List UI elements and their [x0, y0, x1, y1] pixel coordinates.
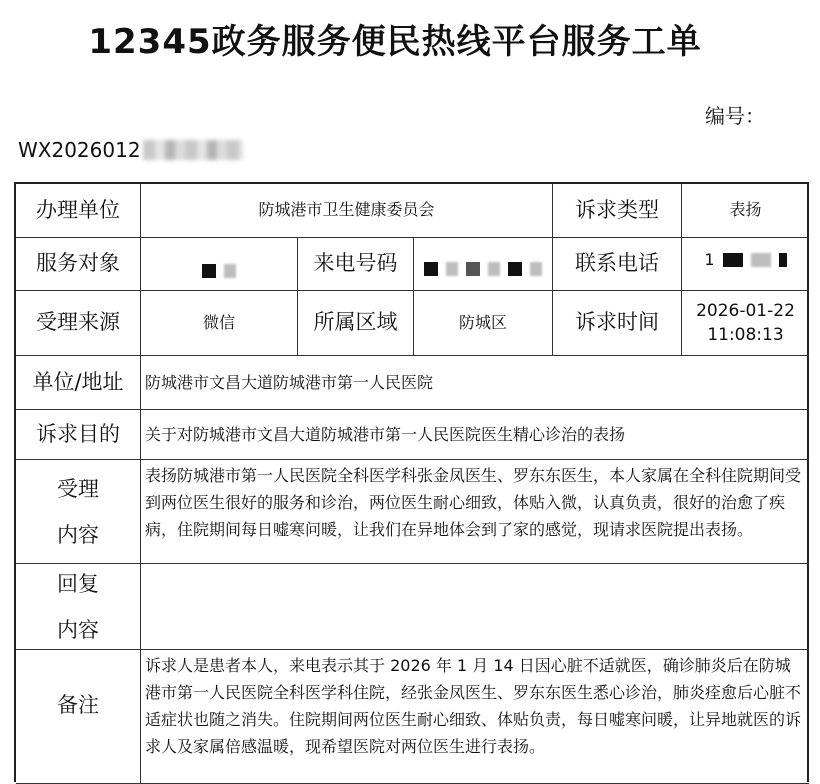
page-title: 12345政务服务便民热线平台服务工单: [88, 22, 702, 62]
reply-label-line1: 回复: [57, 571, 99, 596]
time-value: [682, 291, 809, 356]
work-order-number: [18, 138, 243, 162]
contact-prefix: 1: [704, 249, 715, 269]
number-label: 编号：: [705, 104, 765, 128]
type-value: 表扬: [682, 184, 809, 238]
address-value: 防城港市文昌大道防城港市第一人民医院: [141, 356, 809, 410]
phone-value: [414, 238, 553, 291]
redacted-contact-mask: [723, 253, 743, 267]
address-label: 单位/地址: [16, 356, 141, 410]
source-label: 受理来源: [16, 291, 141, 356]
unit-label: 办理单位: [16, 184, 141, 238]
source-value: 微信: [141, 291, 298, 356]
content-value: 表扬防城港市第一人民医院全科医学科张金凤医生、罗东东医生，本人家属在全科住院期间受到两位医生很好的服务和诊治，两位医生耐心细致，体贴入微，认真负责，很好的治愈了疾病，住院期间每日嘘寒问暖，让我们在异地体会到了家的感觉，现请求医院提出表扬。: [141, 460, 809, 564]
time-date: 2026-01-22: [696, 301, 795, 321]
time-clock: 11:08:13: [707, 325, 784, 345]
content-label: [16, 460, 141, 564]
target-label: 服务对象: [16, 238, 141, 291]
content-label-line2: 内容: [57, 522, 99, 547]
reply-label-line2: 内容: [57, 617, 99, 642]
phone-label: 来电号码: [298, 238, 414, 291]
redacted-target-mask: [202, 264, 236, 278]
remark-value: 诉求人是患者本人，来电表示其于 2026 年 1 月 14 日因心脏不适就医，确诊肺炎后在防城港市第一人民医院全科医学科住院，经张金凤医生、罗东东医生悉心诊治，肺炎痊愈后心脏不适症状也随之消失。住院期间两位医生耐心细致、体贴负责，每日嘘寒问暖，让异地就医的诉求人及家属倍感温暖，现希望医院对两位医生进行表扬。: [141, 650, 809, 784]
purpose-value: 关于对防城港市文昌大道防城港市第一人民医院医生精心诊治的表扬: [141, 410, 809, 460]
work-order-number-prefix: WX2026012: [18, 138, 141, 162]
purpose-label: 诉求目的: [16, 410, 141, 460]
target-value: [141, 238, 298, 291]
content-label-line1: 受理: [57, 476, 99, 501]
time-label: 诉求时间: [553, 291, 682, 356]
district-label: 所属区域: [298, 291, 414, 356]
contact-value: [682, 238, 809, 291]
unit-value: 防城港市卫生健康委员会: [141, 184, 553, 238]
redacted-number-mask: [143, 140, 243, 160]
redacted-phone-mask: [424, 262, 542, 276]
work-order-table: [14, 182, 809, 782]
district-value: 防城区: [414, 291, 553, 356]
remark-label: 备注: [16, 650, 141, 784]
type-label: 诉求类型: [553, 184, 682, 238]
contact-label: 联系电话: [553, 238, 682, 291]
contact-number: [704, 250, 786, 271]
reply-value: [141, 564, 809, 650]
reply-label: [16, 564, 141, 650]
